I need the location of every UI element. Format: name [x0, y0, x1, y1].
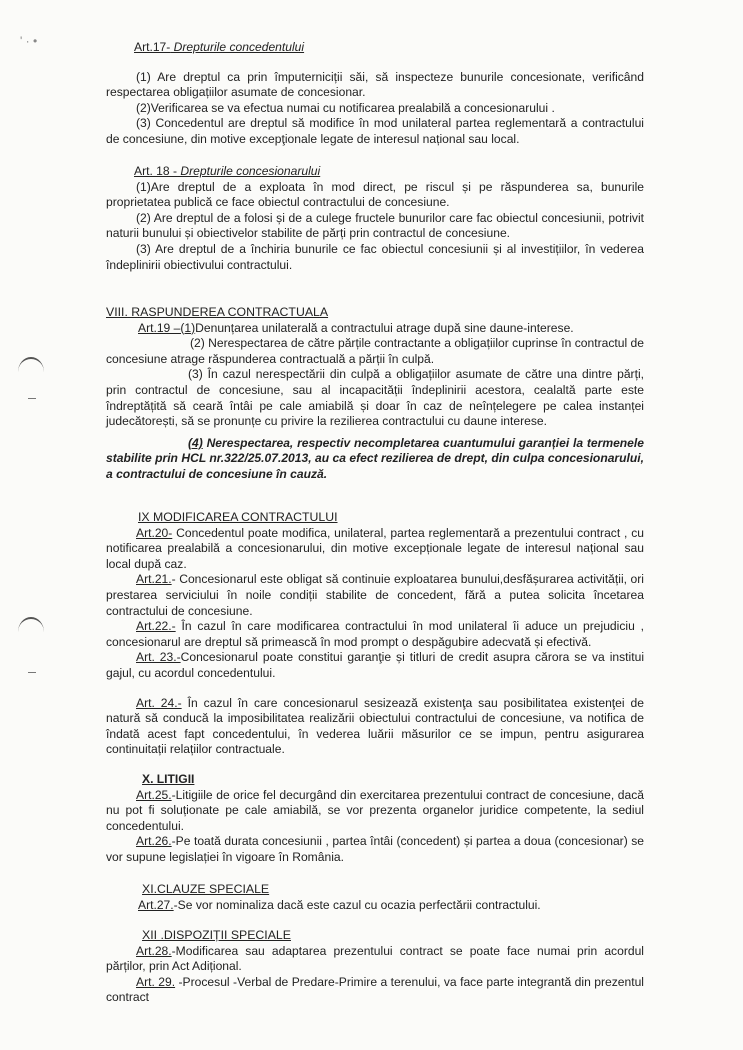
section-viii [106, 305, 644, 483]
art26: Art.26.-Pe toată durata concesiunii , partea întâi (concedent) și partea a doua (concesionar) se vor supune legislației în vigoare în România. [106, 834, 644, 864]
art27: Art.27.-Se vor nominaliza dacă este cazul cu ocazia perfectării contractului. [138, 897, 541, 912]
art29: Art. 29. -Procesul -Verbal de Predare-Primire a terenului, va face parte integrantă din prezentul contract [106, 974, 644, 1005]
punch-tick-bottom [28, 672, 36, 673]
art17-p3: (3) Concedentul are dreptul să modifice în mod unilateral partea reglementară a contractului de concesiune, din motive excepţionale legate de interesul național sau local. [106, 116, 644, 146]
art18-title: Drepturile concesionarului [177, 164, 321, 178]
art21: Art.21.- Concesionarul este obligat să continuie exploatarea bunului,desfășurarea activității, ori prestarea serviciului în noile condiții stabilite de concedent, fără a putea solicita încetarea contractului de concesiune. [106, 572, 644, 618]
art18-section [106, 164, 644, 273]
art18-number: Art. 18 - [134, 164, 178, 178]
art19-number: Art.19 –(1) [138, 320, 196, 335]
art19-p2: (2) Nerespectarea de către părțile contractante a obligațiilor cuprinse în contractul de concesiune atrage răspunderea contractuală a părții în culpă. [106, 336, 644, 366]
art17-section [106, 40, 644, 148]
art18-p3: (3) Are dreptul de a închiria bunurile ce fac obiectul concesiunii și al investițiilor, în vederea îndeplinirii obiectivului contractului. [106, 241, 644, 272]
art23: Art. 23.-Concesionarul poate constitui garanţie și titluri de credit asupra cărora se va institui gajul, cu acordul concedentului. [106, 650, 645, 680]
punch-hole-top [18, 357, 44, 387]
section-xii-title: XII .DISPOZIȚII SPECIALE [142, 928, 291, 942]
art19-p1: Art.19 –(1)Denunțarea unilaterală a contractului atrage după sine daune-interese. [138, 320, 574, 335]
section-ix-title: IX MODIFICAREA CONTRACTULUI [138, 510, 338, 524]
section-xi-title: XI.CLAUZE SPECIALE [142, 882, 270, 896]
art19-p4-number: (4) [188, 435, 203, 450]
art19-p4: (4) Nerespectarea, respectiv necompletarea cuantumului garanției la termenele stabilite prin HCL nr.322/25.07.2013, au ca efect rezilierea de drept, din culpa concesionarului, a contractului de concesiune în cauză. [106, 435, 644, 481]
art17-p1: (1) Are dreptul ca prin împuterniciții săi, să inspecteze bunurile concesionate, verificând respectarea obligațiilor asumate de concesionar. [106, 69, 644, 100]
art17-title: Drepturile concedentului [170, 40, 305, 54]
art24: Art. 24.- În cazul în care concesionarul sesizează existenţa sau posibilitatea existenţei de natură să conducă la imposibilitatea realizării obiectului contractului de concesiune, va notifica de îndată acest fapt concedentului, în vederea luării măsurilor ce se impun, pentru asigurarea continuitații relațiilor contractuale. [106, 695, 645, 757]
art19-p3: (3) În cazul nerespectării din culpă a obligațiilor asumate de către una dintre părți, prin contractul de concesiune, sau al incapacității îndeplinirii acestora, cealaltă parte este îndreptățită să ceară întâi pe cale amiabilă și doar în caz de neînțelegere pe calea instanței judecătorești, să se pronunțe cu privire la rezilierea contractului cu daune interese. [106, 367, 644, 429]
art22: Art.22.- În cazul în care modificarea contractului în mod unilateral îi aduce un prejudiciu , concesionarul are dreptul să primească în mod prompt o despăgubire adecvată și efectivă. [106, 619, 644, 649]
section-x [106, 772, 644, 866]
section-xii [106, 928, 644, 1006]
section-ix [106, 510, 644, 758]
punch-hole-bottom [18, 617, 44, 647]
art25: Art.25.-Litigiile de orice fel decurgând din exercitarea prezentului contract de concesiune, dacă nu pot fi soluționate pe cale amiabilă, se vor prezenta organelor juridice competente, la sediul concedentului. [106, 787, 644, 833]
art17-heading [106, 40, 644, 56]
art20: Art.20- Concedentul poate modifica, unilateral, partea reglementară a prezentului contract , cu notificarea prealabilă a concesionarului, din motive excepționale legate de interesul național sau local după caz. [106, 525, 644, 571]
section-x-title: X. LITIGII [142, 772, 195, 786]
art18-p2: (2) Are dreptul de a folosi și de a culege fructele bunurilor care fac obiectul concesiunii, potrivit naturii bunului și obiectivelor stabilite de părți prin contractul de concesiune. [106, 210, 644, 241]
section-viii-title: VIII. RASPUNDEREA CONTRACTUALA [106, 305, 329, 319]
art28: Art.28.-Modificarea sau adaptarea prezentului contract se poate face numai prin acordul părților, prin Act Adițional. [106, 943, 644, 974]
art18-heading [106, 164, 644, 180]
art17-p2: (2)Verificarea se va efectua numai cu notificarea prealabilă a concesionarului . [136, 100, 555, 115]
scan-speck: ' · • [20, 34, 38, 48]
punch-tick-top [28, 398, 36, 399]
section-xi [106, 882, 644, 913]
art17-number: Art.17- [134, 40, 171, 54]
art18-p1: (1)Are dreptul de a exploata în mod direct, pe riscul și pe răspunderea sa, bunurile proprietatea publică ce face obiectul contractului de concesiune. [106, 179, 644, 210]
